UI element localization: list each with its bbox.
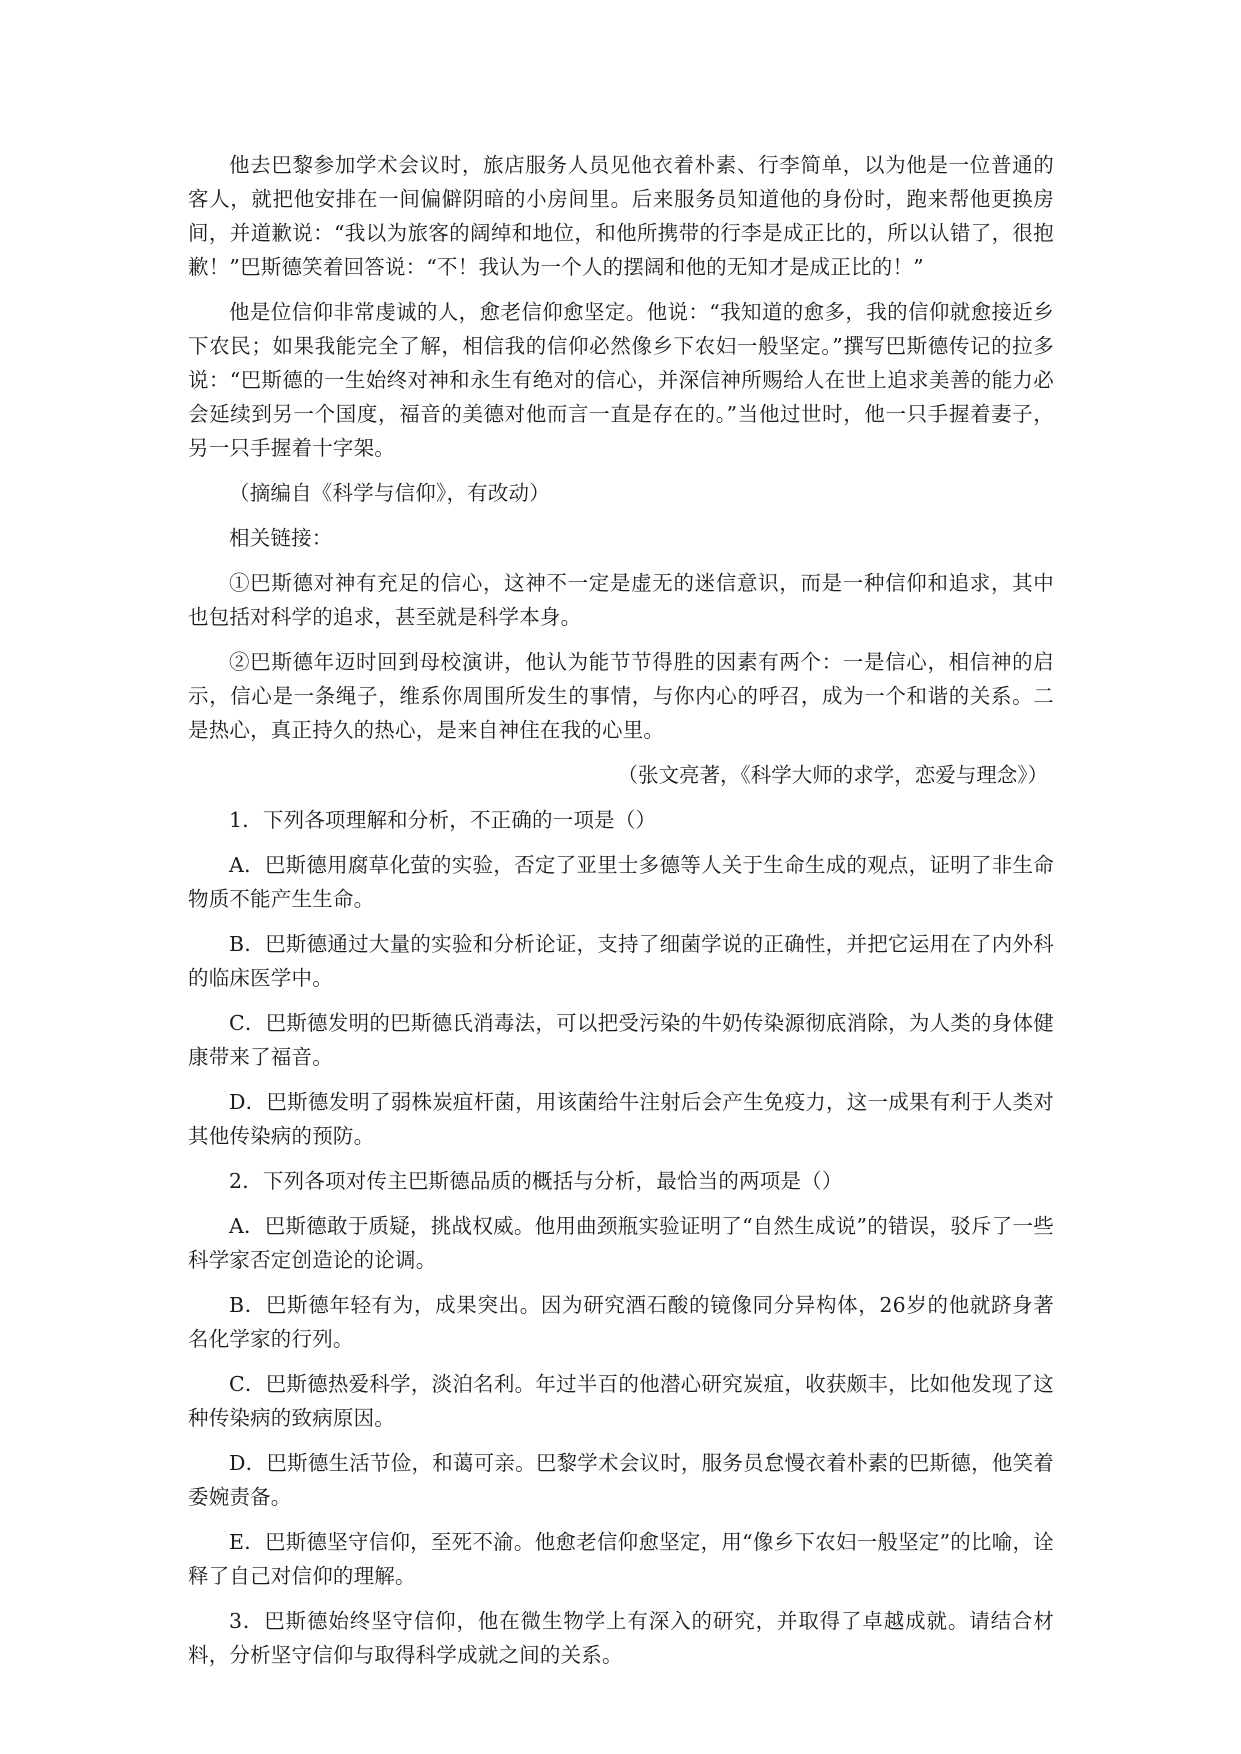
article-paragraph-1: 他去巴黎参加学术会议时，旅店服务人员见他衣着朴素、行李简单，以为他是一位普通的客人，就把他安排在一间偏僻阴暗的小房间里。后来服务员知道他的身份时，跑来帮他更换房间，并道歉说：“我以为旅客的阔绰和地位，和他所携带的行李是成正比的，所以认错了，很抱歉！”巴斯德笑着回答说：“不！我认为一个人的摆阔和他的无知才是成正比的！” xyxy=(188,153,1054,279)
document-page xyxy=(188,148,1054,1683)
question-2-option-a: A．巴斯德敢于质疑，挑战权威。他用曲颈瓶实验证明了“自然生成说”的错误，驳斥了一些科学家否定创造论的论调。 xyxy=(188,1214,1054,1272)
related-link-2: ②巴斯德年迈时回到母校演讲，他认为能节节得胜的因素有两个：一是信心，相信神的启示，信心是一条绳子，维系你周围所发生的事情，与你内心的呼召，成为一个和谐的关系。二是热心，真正持久的热心，是来自神住在我的心里。 xyxy=(188,650,1054,742)
article-source: （摘编自《科学与信仰》，有改动） xyxy=(229,481,550,505)
related-link-1: ①巴斯德对神有充足的信心，这神不一定是虚无的迷信意识，而是一种信仰和追求，其中也包括对科学的追求，甚至就是科学本身。 xyxy=(188,571,1054,629)
article-paragraph-2: 他是位信仰非常虔诚的人，愈老信仰愈坚定。他说：“我知道的愈多，我的信仰就愈接近乡下农民；如果我能完全了解，相信我的信仰必然像乡下农妇一般坚定。”撰写巴斯德传记的拉多说：“巴斯德的一生始终对神和永生有绝对的信心，并深信神所赐给人在世上追求美善的能力必会延续到另一个国度，福音的美德对他而言一直是存在的。”当他过世时，他一只手握着妻子，另一只手握着十字架。 xyxy=(188,300,1054,460)
question-2-option-d: D．巴斯德生活节俭，和蔼可亲。巴黎学术会议时，服务员怠慢衣着朴素的巴斯德，他笑着委婉责备。 xyxy=(188,1451,1054,1509)
question-1-option-b: B．巴斯德通过大量的实验和分析论证，支持了细菌学说的正确性，并把它运用在了内外科的临床医学中。 xyxy=(188,932,1054,990)
question-2-option-b: B．巴斯德年轻有为，成果突出。因为研究酒石酸的镜像同分异构体，26岁的他就跻身著名化学家的行列。 xyxy=(188,1293,1054,1351)
question-1-option-a: A．巴斯德用腐草化萤的实验，否定了亚里士多德等人关于生命生成的观点，证明了非生命物质不能产生生命。 xyxy=(188,853,1054,911)
question-1-option-c: C．巴斯德发明的巴斯德氏消毒法，可以把受污染的牛奶传染源彻底消除，为人类的身体健康带来了福音。 xyxy=(188,1011,1054,1069)
question-2-option-c: C．巴斯德热爱科学，淡泊名利。年过半百的他潜心研究炭疽，收获颇丰，比如他发现了这种传染病的致病原因。 xyxy=(188,1372,1054,1430)
question-1-option-d: D．巴斯德发明了弱株炭疽杆菌，用该菌给牛注射后会产生免疫力，这一成果有利于人类对其他传染病的预防。 xyxy=(188,1090,1054,1148)
question-2-option-e: E．巴斯德坚守信仰，至死不渝。他愈老信仰愈坚定，用“像乡下农妇一般坚定”的比喻，诠释了自己对信仰的理解。 xyxy=(188,1530,1054,1588)
question-1-stem: 1．下列各项理解和分析，不正确的一项是（） xyxy=(229,808,657,832)
question-3-stem: 3．巴斯德始终坚守信仰，他在微生物学上有深入的研究，并取得了卓越成就。请结合材料，分析坚守信仰与取得科学成就之间的关系。 xyxy=(188,1609,1054,1667)
related-links-source: （张文亮著，《科学大师的求学，恋爱与理念》） xyxy=(617,763,1048,787)
question-2-stem: 2．下列各项对传主巴斯德品质的概括与分析，最恰当的两项是（） xyxy=(229,1169,843,1193)
related-links-title: 相关链接： xyxy=(229,526,333,550)
